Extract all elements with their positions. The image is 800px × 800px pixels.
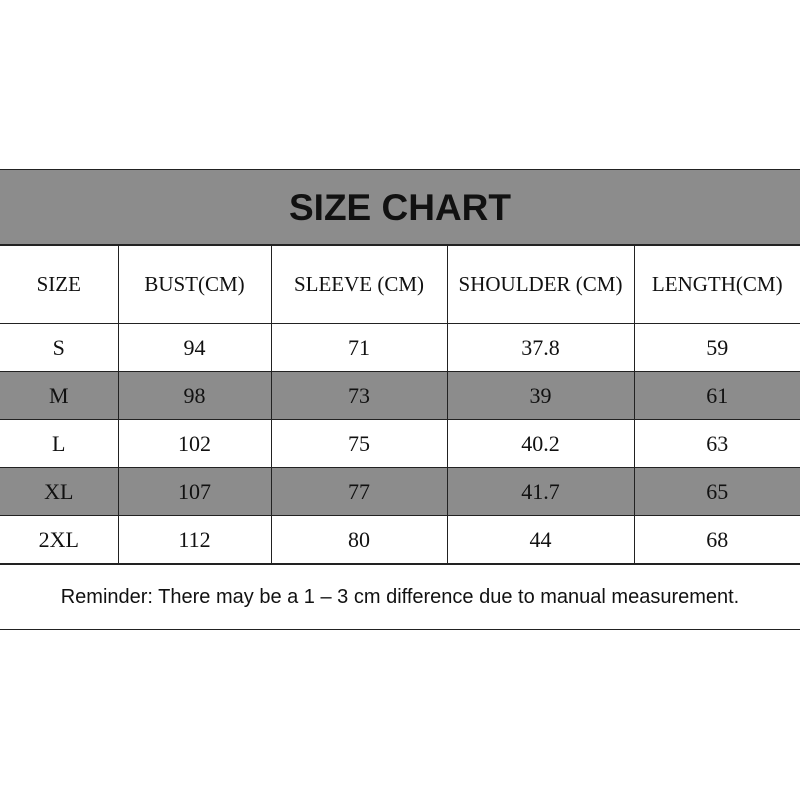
reminder-note xyxy=(0,564,800,630)
size-chart xyxy=(0,169,800,630)
table-row xyxy=(0,324,800,372)
sleeve-cell: 75 xyxy=(271,420,447,468)
table-row xyxy=(0,468,800,516)
size-table xyxy=(0,245,800,564)
size-cell: S xyxy=(0,324,118,372)
length-cell: 65 xyxy=(634,468,800,516)
shoulder-cell: 40.2 xyxy=(447,420,634,468)
length-cell: 59 xyxy=(634,324,800,372)
shoulder-cell: 39 xyxy=(447,372,634,420)
bust-cell: 94 xyxy=(118,324,271,372)
reminder-text: Reminder: There may be a 1 – 3 cm difference due to manual measurement. xyxy=(60,586,740,608)
table-row xyxy=(0,372,800,420)
chart-title: SIZE CHART xyxy=(289,187,511,228)
shoulder-cell: 37.8 xyxy=(447,324,634,372)
size-cell: XL xyxy=(0,468,118,516)
column-header-shoulder: SHOULDER (CM) xyxy=(447,246,634,324)
sleeve-cell: 71 xyxy=(271,324,447,372)
length-cell: 68 xyxy=(634,516,800,564)
bust-cell: 107 xyxy=(118,468,271,516)
size-cell: 2XL xyxy=(0,516,118,564)
column-header-length: LENGTH(CM) xyxy=(634,246,800,324)
shoulder-cell: 41.7 xyxy=(447,468,634,516)
sleeve-cell: 80 xyxy=(271,516,447,564)
header-row xyxy=(0,246,800,324)
column-header-size: SIZE xyxy=(0,246,118,324)
bust-cell: 98 xyxy=(118,372,271,420)
length-cell: 61 xyxy=(634,372,800,420)
column-header-bust: BUST(CM) xyxy=(118,246,271,324)
shoulder-cell: 44 xyxy=(447,516,634,564)
column-header-sleeve: SLEEVE (CM) xyxy=(271,246,447,324)
sleeve-cell: 73 xyxy=(271,372,447,420)
size-cell: L xyxy=(0,420,118,468)
table-row xyxy=(0,516,800,564)
bust-cell: 112 xyxy=(118,516,271,564)
table-row xyxy=(0,420,800,468)
title-bar xyxy=(0,170,800,245)
bust-cell: 102 xyxy=(118,420,271,468)
size-cell: M xyxy=(0,372,118,420)
sleeve-cell: 77 xyxy=(271,468,447,516)
length-cell: 63 xyxy=(634,420,800,468)
